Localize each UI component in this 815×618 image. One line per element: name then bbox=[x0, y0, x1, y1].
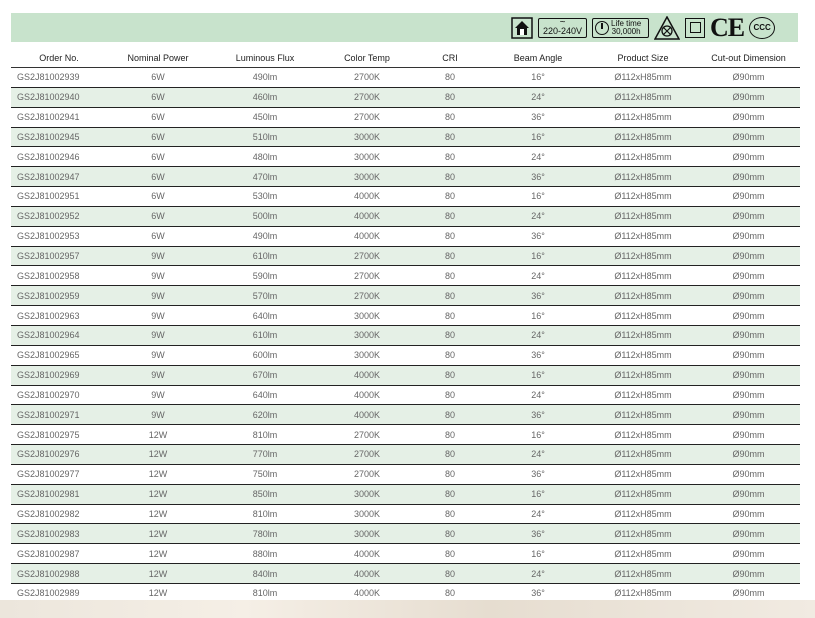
cri-cell: 80 bbox=[413, 325, 487, 345]
color-temp-cell: 3000K bbox=[321, 167, 413, 187]
color-temp-cell: 3000K bbox=[321, 524, 413, 544]
nominal-power-cell: 6W bbox=[107, 87, 209, 107]
cutout-dimension-cell: Ø90mm bbox=[697, 107, 800, 127]
luminous-flux-cell: 770lm bbox=[209, 445, 321, 465]
color-temp-cell: 4000K bbox=[321, 385, 413, 405]
ce-mark-icon: CE bbox=[710, 12, 745, 42]
beam-angle-cell: 16° bbox=[487, 68, 589, 88]
nominal-power-cell: 6W bbox=[107, 107, 209, 127]
product-size-cell: Ø112xH85mm bbox=[589, 524, 697, 544]
order-no-cell: GS2J81002987 bbox=[11, 544, 107, 564]
table-row bbox=[11, 464, 800, 484]
luminous-flux-cell: 850lm bbox=[209, 484, 321, 504]
product-size-cell: Ø112xH85mm bbox=[589, 107, 697, 127]
cutout-dimension-cell: Ø90mm bbox=[697, 167, 800, 187]
luminous-flux-cell: 610lm bbox=[209, 246, 321, 266]
order-no-cell: GS2J81002965 bbox=[11, 345, 107, 365]
order-no-cell: GS2J81002969 bbox=[11, 365, 107, 385]
nominal-power-cell: 9W bbox=[107, 365, 209, 385]
nominal-power-cell: 6W bbox=[107, 187, 209, 207]
product-size-cell: Ø112xH85mm bbox=[589, 266, 697, 286]
table-row bbox=[11, 345, 800, 365]
table-row bbox=[11, 524, 800, 544]
order-no-cell: GS2J81002958 bbox=[11, 266, 107, 286]
table-row bbox=[11, 167, 800, 187]
cri-cell: 80 bbox=[413, 583, 487, 603]
nominal-power-cell: 9W bbox=[107, 306, 209, 326]
table-header-row bbox=[11, 48, 800, 68]
product-size-cell: Ø112xH85mm bbox=[589, 187, 697, 207]
product-size-cell: Ø112xH85mm bbox=[589, 464, 697, 484]
product-size-cell: Ø112xH85mm bbox=[589, 405, 697, 425]
beam-angle-cell: 24° bbox=[487, 266, 589, 286]
order-no-cell: GS2J81002957 bbox=[11, 246, 107, 266]
luminous-flux-cell: 640lm bbox=[209, 306, 321, 326]
order-no-cell: GS2J81002959 bbox=[11, 286, 107, 306]
order-no-cell: GS2J81002977 bbox=[11, 464, 107, 484]
cutout-dimension-cell: Ø90mm bbox=[697, 226, 800, 246]
table-row bbox=[11, 246, 800, 266]
cutout-dimension-cell: Ø90mm bbox=[697, 266, 800, 286]
order-no-cell: GS2J81002946 bbox=[11, 147, 107, 167]
color-temp-cell: 2700K bbox=[321, 286, 413, 306]
cri-cell: 80 bbox=[413, 425, 487, 445]
cutout-dimension-cell: Ø90mm bbox=[697, 464, 800, 484]
cutout-dimension-cell: Ø90mm bbox=[697, 385, 800, 405]
nominal-power-cell: 9W bbox=[107, 405, 209, 425]
beam-angle-cell: 36° bbox=[487, 524, 589, 544]
luminous-flux-cell: 490lm bbox=[209, 68, 321, 88]
cutout-dimension-cell: Ø90mm bbox=[697, 405, 800, 425]
clock-icon bbox=[595, 21, 609, 35]
beam-angle-cell: 16° bbox=[487, 306, 589, 326]
luminous-flux-cell: 470lm bbox=[209, 167, 321, 187]
product-size-cell: Ø112xH85mm bbox=[589, 206, 697, 226]
color-temp-cell: 2700K bbox=[321, 266, 413, 286]
luminous-flux-cell: 460lm bbox=[209, 87, 321, 107]
cri-cell: 80 bbox=[413, 484, 487, 504]
table-row bbox=[11, 544, 800, 564]
order-no-cell: GS2J81002975 bbox=[11, 425, 107, 445]
cri-cell: 80 bbox=[413, 464, 487, 484]
cri-cell: 80 bbox=[413, 206, 487, 226]
column-header-order-no: Order No. bbox=[11, 48, 107, 68]
nominal-power-cell: 9W bbox=[107, 266, 209, 286]
product-size-cell: Ø112xH85mm bbox=[589, 484, 697, 504]
color-temp-cell: 2700K bbox=[321, 87, 413, 107]
product-size-cell: Ø112xH85mm bbox=[589, 504, 697, 524]
color-temp-cell: 3000K bbox=[321, 345, 413, 365]
table-row bbox=[11, 365, 800, 385]
beam-angle-cell: 24° bbox=[487, 87, 589, 107]
beam-angle-cell: 36° bbox=[487, 464, 589, 484]
column-header-product-size: Product Size bbox=[589, 48, 697, 68]
color-temp-cell: 3000K bbox=[321, 325, 413, 345]
table-row bbox=[11, 187, 800, 207]
nominal-power-cell: 12W bbox=[107, 425, 209, 445]
order-no-cell: GS2J81002988 bbox=[11, 564, 107, 584]
cutout-dimension-cell: Ø90mm bbox=[697, 187, 800, 207]
order-no-cell: GS2J81002951 bbox=[11, 187, 107, 207]
cri-cell: 80 bbox=[413, 87, 487, 107]
table-row bbox=[11, 484, 800, 504]
order-no-cell: GS2J81002952 bbox=[11, 206, 107, 226]
luminous-flux-cell: 530lm bbox=[209, 187, 321, 207]
cutout-dimension-cell: Ø90mm bbox=[697, 147, 800, 167]
lifetime-icon bbox=[592, 18, 649, 38]
nominal-power-cell: 9W bbox=[107, 325, 209, 345]
beam-angle-cell: 24° bbox=[487, 385, 589, 405]
color-temp-cell: 4000K bbox=[321, 365, 413, 385]
beam-angle-cell: 16° bbox=[487, 127, 589, 147]
cri-cell: 80 bbox=[413, 68, 487, 88]
beam-angle-cell: 36° bbox=[487, 345, 589, 365]
color-temp-cell: 4000K bbox=[321, 405, 413, 425]
color-temp-cell: 3000K bbox=[321, 306, 413, 326]
beam-angle-cell: 24° bbox=[487, 206, 589, 226]
luminous-flux-cell: 670lm bbox=[209, 365, 321, 385]
nominal-power-cell: 9W bbox=[107, 345, 209, 365]
cri-cell: 80 bbox=[413, 405, 487, 425]
cutout-dimension-cell: Ø90mm bbox=[697, 68, 800, 88]
cutout-dimension-cell: Ø90mm bbox=[697, 544, 800, 564]
beam-angle-cell: 36° bbox=[487, 167, 589, 187]
luminous-flux-cell: 480lm bbox=[209, 147, 321, 167]
cri-cell: 80 bbox=[413, 127, 487, 147]
product-size-cell: Ø112xH85mm bbox=[589, 325, 697, 345]
color-temp-cell: 2700K bbox=[321, 68, 413, 88]
cutout-dimension-cell: Ø90mm bbox=[697, 484, 800, 504]
cri-cell: 80 bbox=[413, 544, 487, 564]
cri-cell: 80 bbox=[413, 524, 487, 544]
nominal-power-cell: 12W bbox=[107, 544, 209, 564]
product-size-cell: Ø112xH85mm bbox=[589, 286, 697, 306]
beam-angle-cell: 16° bbox=[487, 544, 589, 564]
beam-angle-cell: 24° bbox=[487, 147, 589, 167]
product-size-cell: Ø112xH85mm bbox=[589, 445, 697, 465]
cri-cell: 80 bbox=[413, 246, 487, 266]
product-size-cell: Ø112xH85mm bbox=[589, 87, 697, 107]
luminous-flux-cell: 640lm bbox=[209, 385, 321, 405]
nominal-power-cell: 12W bbox=[107, 484, 209, 504]
beam-angle-cell: 36° bbox=[487, 405, 589, 425]
beam-angle-cell: 36° bbox=[487, 226, 589, 246]
color-temp-cell: 4000K bbox=[321, 187, 413, 207]
cutout-dimension-cell: Ø90mm bbox=[697, 325, 800, 345]
product-size-cell: Ø112xH85mm bbox=[589, 246, 697, 266]
table-row bbox=[11, 87, 800, 107]
table-row bbox=[11, 147, 800, 167]
beam-angle-cell: 16° bbox=[487, 484, 589, 504]
product-spec-table bbox=[11, 48, 800, 604]
beam-angle-cell: 24° bbox=[487, 445, 589, 465]
product-size-cell: Ø112xH85mm bbox=[589, 345, 697, 365]
nominal-power-cell: 9W bbox=[107, 286, 209, 306]
luminous-flux-cell: 600lm bbox=[209, 345, 321, 365]
luminous-flux-cell: 590lm bbox=[209, 266, 321, 286]
product-size-cell: Ø112xH85mm bbox=[589, 226, 697, 246]
beam-angle-cell: 16° bbox=[487, 425, 589, 445]
nominal-power-cell: 6W bbox=[107, 147, 209, 167]
product-size-cell: Ø112xH85mm bbox=[589, 167, 697, 187]
order-no-cell: GS2J81002976 bbox=[11, 445, 107, 465]
cri-cell: 80 bbox=[413, 226, 487, 246]
beam-angle-cell: 36° bbox=[487, 107, 589, 127]
table-row bbox=[11, 286, 800, 306]
cri-cell: 80 bbox=[413, 504, 487, 524]
luminous-flux-cell: 490lm bbox=[209, 226, 321, 246]
order-no-cell: GS2J81002970 bbox=[11, 385, 107, 405]
luminous-flux-cell: 810lm bbox=[209, 425, 321, 445]
cutout-dimension-cell: Ø90mm bbox=[697, 425, 800, 445]
luminous-flux-cell: 620lm bbox=[209, 405, 321, 425]
nominal-power-cell: 12W bbox=[107, 524, 209, 544]
order-no-cell: GS2J81002941 bbox=[11, 107, 107, 127]
nominal-power-cell: 6W bbox=[107, 127, 209, 147]
order-no-cell: GS2J81002945 bbox=[11, 127, 107, 147]
cutout-dimension-cell: Ø90mm bbox=[697, 365, 800, 385]
certification-icons bbox=[511, 12, 775, 42]
column-header-luminous-flux: Luminous Flux bbox=[209, 48, 321, 68]
order-no-cell: GS2J81002982 bbox=[11, 504, 107, 524]
order-no-cell: GS2J81002963 bbox=[11, 306, 107, 326]
column-header-nominal-power: Nominal Power bbox=[107, 48, 209, 68]
order-no-cell: GS2J81002964 bbox=[11, 325, 107, 345]
beam-angle-cell: 24° bbox=[487, 504, 589, 524]
ccc-mark-icon: CCC bbox=[749, 17, 775, 39]
cutout-dimension-cell: Ø90mm bbox=[697, 246, 800, 266]
luminous-flux-cell: 780lm bbox=[209, 524, 321, 544]
order-no-cell: GS2J81002939 bbox=[11, 68, 107, 88]
product-size-cell: Ø112xH85mm bbox=[589, 306, 697, 326]
cri-cell: 80 bbox=[413, 107, 487, 127]
table-row bbox=[11, 504, 800, 524]
voltage-icon bbox=[538, 18, 587, 38]
nominal-power-cell: 6W bbox=[107, 68, 209, 88]
table-row bbox=[11, 445, 800, 465]
order-no-cell: GS2J81002940 bbox=[11, 87, 107, 107]
luminous-flux-cell: 810lm bbox=[209, 504, 321, 524]
cutout-dimension-cell: Ø90mm bbox=[697, 206, 800, 226]
product-size-cell: Ø112xH85mm bbox=[589, 365, 697, 385]
lifetime-label: Life time bbox=[611, 18, 642, 28]
cri-cell: 80 bbox=[413, 167, 487, 187]
order-no-cell: GS2J81002953 bbox=[11, 226, 107, 246]
color-temp-cell: 2700K bbox=[321, 107, 413, 127]
table-row bbox=[11, 206, 800, 226]
nominal-power-cell: 6W bbox=[107, 206, 209, 226]
luminous-flux-cell: 880lm bbox=[209, 544, 321, 564]
column-header-cutout-dimension: Cut-out Dimension bbox=[697, 48, 800, 68]
beam-angle-cell: 24° bbox=[487, 564, 589, 584]
beam-angle-cell: 16° bbox=[487, 365, 589, 385]
nominal-power-cell: 6W bbox=[107, 167, 209, 187]
no-flame-icon bbox=[654, 16, 680, 40]
luminous-flux-cell: 570lm bbox=[209, 286, 321, 306]
nominal-power-cell: 12W bbox=[107, 504, 209, 524]
indoor-use-icon bbox=[511, 17, 533, 39]
cutout-dimension-cell: Ø90mm bbox=[697, 504, 800, 524]
voltage-text: 220-240V bbox=[542, 26, 583, 36]
cri-cell: 80 bbox=[413, 147, 487, 167]
nominal-power-cell: 12W bbox=[107, 564, 209, 584]
beam-angle-cell: 16° bbox=[487, 246, 589, 266]
luminous-flux-cell: 810lm bbox=[209, 583, 321, 603]
product-size-cell: Ø112xH85mm bbox=[589, 564, 697, 584]
table-row bbox=[11, 107, 800, 127]
color-temp-cell: 2700K bbox=[321, 464, 413, 484]
cri-cell: 80 bbox=[413, 385, 487, 405]
column-header-cri: CRI bbox=[413, 48, 487, 68]
color-temp-cell: 4000K bbox=[321, 564, 413, 584]
luminous-flux-cell: 840lm bbox=[209, 564, 321, 584]
color-temp-cell: 3000K bbox=[321, 127, 413, 147]
cutout-dimension-cell: Ø90mm bbox=[697, 306, 800, 326]
cri-cell: 80 bbox=[413, 345, 487, 365]
nominal-power-cell: 9W bbox=[107, 385, 209, 405]
table-row bbox=[11, 385, 800, 405]
cri-cell: 80 bbox=[413, 286, 487, 306]
luminous-flux-cell: 610lm bbox=[209, 325, 321, 345]
color-temp-cell: 3000K bbox=[321, 484, 413, 504]
product-size-cell: Ø112xH85mm bbox=[589, 127, 697, 147]
color-temp-cell: 2700K bbox=[321, 425, 413, 445]
cutout-dimension-cell: Ø90mm bbox=[697, 564, 800, 584]
product-size-cell: Ø112xH85mm bbox=[589, 544, 697, 564]
product-size-cell: Ø112xH85mm bbox=[589, 68, 697, 88]
color-temp-cell: 3000K bbox=[321, 504, 413, 524]
table-row bbox=[11, 425, 800, 445]
color-temp-cell: 2700K bbox=[321, 445, 413, 465]
nominal-power-cell: 12W bbox=[107, 464, 209, 484]
luminous-flux-cell: 450lm bbox=[209, 107, 321, 127]
lifetime-value: 30,000h bbox=[611, 26, 641, 36]
cutout-dimension-cell: Ø90mm bbox=[697, 127, 800, 147]
table-row bbox=[11, 266, 800, 286]
order-no-cell: GS2J81002971 bbox=[11, 405, 107, 425]
cutout-dimension-cell: Ø90mm bbox=[697, 583, 800, 603]
luminous-flux-cell: 500lm bbox=[209, 206, 321, 226]
background-floor bbox=[0, 600, 815, 618]
class-ii-icon bbox=[685, 18, 705, 38]
nominal-power-cell: 6W bbox=[107, 226, 209, 246]
nominal-power-cell: 12W bbox=[107, 583, 209, 603]
cri-cell: 80 bbox=[413, 306, 487, 326]
product-size-cell: Ø112xH85mm bbox=[589, 583, 697, 603]
color-temp-cell: 2700K bbox=[321, 246, 413, 266]
table-row bbox=[11, 306, 800, 326]
table-row bbox=[11, 325, 800, 345]
table-row bbox=[11, 127, 800, 147]
cutout-dimension-cell: Ø90mm bbox=[697, 524, 800, 544]
color-temp-cell: 4000K bbox=[321, 226, 413, 246]
order-no-cell: GS2J81002989 bbox=[11, 583, 107, 603]
beam-angle-cell: 36° bbox=[487, 286, 589, 306]
cri-cell: 80 bbox=[413, 564, 487, 584]
color-temp-cell: 4000K bbox=[321, 583, 413, 603]
product-size-cell: Ø112xH85mm bbox=[589, 385, 697, 405]
column-header-beam-angle: Beam Angle bbox=[487, 48, 589, 68]
cutout-dimension-cell: Ø90mm bbox=[697, 445, 800, 465]
color-temp-cell: 4000K bbox=[321, 206, 413, 226]
table-row bbox=[11, 226, 800, 246]
luminous-flux-cell: 750lm bbox=[209, 464, 321, 484]
beam-angle-cell: 24° bbox=[487, 325, 589, 345]
column-header-color-temp: Color Temp bbox=[321, 48, 413, 68]
beam-angle-cell: 16° bbox=[487, 187, 589, 207]
cri-cell: 80 bbox=[413, 266, 487, 286]
product-size-cell: Ø112xH85mm bbox=[589, 147, 697, 167]
cri-cell: 80 bbox=[413, 445, 487, 465]
cri-cell: 80 bbox=[413, 187, 487, 207]
order-no-cell: GS2J81002983 bbox=[11, 524, 107, 544]
order-no-cell: GS2J81002981 bbox=[11, 484, 107, 504]
color-temp-cell: 3000K bbox=[321, 147, 413, 167]
ac-wave-glyph: ~ bbox=[559, 17, 566, 28]
cutout-dimension-cell: Ø90mm bbox=[697, 87, 800, 107]
nominal-power-cell: 9W bbox=[107, 246, 209, 266]
cri-cell: 80 bbox=[413, 365, 487, 385]
nominal-power-cell: 12W bbox=[107, 445, 209, 465]
beam-angle-cell: 36° bbox=[487, 583, 589, 603]
table-row bbox=[11, 68, 800, 88]
cutout-dimension-cell: Ø90mm bbox=[697, 286, 800, 306]
table-row bbox=[11, 564, 800, 584]
order-no-cell: GS2J81002947 bbox=[11, 167, 107, 187]
color-temp-cell: 4000K bbox=[321, 544, 413, 564]
table-row bbox=[11, 405, 800, 425]
product-size-cell: Ø112xH85mm bbox=[589, 425, 697, 445]
cutout-dimension-cell: Ø90mm bbox=[697, 345, 800, 365]
luminous-flux-cell: 510lm bbox=[209, 127, 321, 147]
